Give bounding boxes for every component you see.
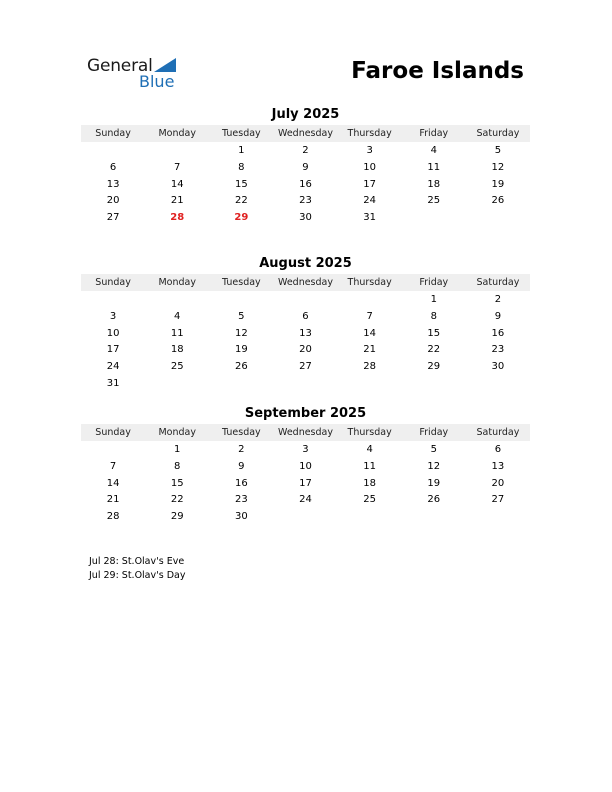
day-cell: 7 xyxy=(366,310,373,322)
day-cell: 20 xyxy=(299,344,312,356)
weekday-label: Sunday xyxy=(95,427,131,438)
empty-cell xyxy=(402,210,466,227)
day-cell: 21 xyxy=(106,494,120,506)
empty-cell xyxy=(81,292,145,309)
day-cell: 9 xyxy=(302,161,309,173)
day-cell: 29 xyxy=(170,511,184,523)
day-cell: 22 xyxy=(427,344,441,356)
logo-general-text: General xyxy=(87,56,153,76)
empty-cell xyxy=(338,509,402,526)
day-cell: 31 xyxy=(106,377,120,389)
day-cell: 19 xyxy=(427,477,441,489)
empty-cell xyxy=(402,509,466,526)
day-cell: 1 xyxy=(174,444,181,455)
day-cell: 22 xyxy=(234,195,248,207)
month-title: September 2025 xyxy=(244,406,367,421)
day-cell: 5 xyxy=(430,444,437,455)
day-cell: 11 xyxy=(363,460,376,472)
day-cell: 13 xyxy=(299,327,312,339)
day-cell: 18 xyxy=(427,178,441,190)
day-cell: 7 xyxy=(109,460,117,472)
month-july xyxy=(81,107,530,227)
empty-cell xyxy=(81,143,145,160)
day-cell: 13 xyxy=(491,460,505,472)
empty-cell xyxy=(338,376,402,393)
day-cell: 5 xyxy=(494,145,502,156)
day-cell: 10 xyxy=(299,460,312,472)
weekday-label: Sunday xyxy=(95,277,131,288)
weekday-label: Friday xyxy=(419,277,449,288)
day-cell: 24 xyxy=(299,494,312,506)
day-cell: 23 xyxy=(299,195,312,207)
day-cell: 17 xyxy=(106,344,120,356)
country-title: Faroe Islands xyxy=(351,58,524,84)
day-cell: 29 xyxy=(234,212,249,224)
day-cell: 2 xyxy=(302,145,309,156)
day-cell: 16 xyxy=(299,178,312,190)
day-cell: 24 xyxy=(363,195,376,207)
day-cell: 16 xyxy=(491,327,505,339)
day-cell: 21 xyxy=(363,344,376,356)
empty-cell xyxy=(273,376,337,393)
weekday-header xyxy=(81,125,530,142)
day-cell: 22 xyxy=(170,494,184,506)
day-cell: 19 xyxy=(491,178,505,190)
day-cell: 30 xyxy=(234,511,248,523)
day-cell: 14 xyxy=(106,477,120,489)
day-cell: 10 xyxy=(363,161,376,173)
day-cell: 30 xyxy=(299,212,312,224)
day-cell: 15 xyxy=(234,178,248,190)
weekday-label: Thursday xyxy=(347,277,392,288)
day-cell: 25 xyxy=(427,195,441,207)
day-cell: 12 xyxy=(427,460,441,472)
weekday-label: Friday xyxy=(419,427,449,438)
logo-blue-text: Blue xyxy=(139,72,175,91)
day-cell: 10 xyxy=(106,327,120,339)
empty-cell xyxy=(145,143,209,160)
weekday-label: Tuesday xyxy=(222,427,261,438)
day-cell: 12 xyxy=(491,161,505,173)
day-cell: 18 xyxy=(363,477,376,489)
day-cell: 8 xyxy=(174,460,181,472)
weekday-label: Monday xyxy=(158,277,196,288)
day-grid xyxy=(81,442,530,526)
weekday-label: Wednesday xyxy=(277,128,333,139)
day-cell: 3 xyxy=(109,310,117,322)
logo-triangle-icon xyxy=(154,58,176,72)
month-august xyxy=(81,256,530,393)
day-cell: 28 xyxy=(106,511,120,523)
day-cell: 8 xyxy=(238,161,245,173)
day-cell: 7 xyxy=(174,161,181,173)
weekday-label: Friday xyxy=(419,128,449,139)
day-cell: 21 xyxy=(170,195,184,207)
day-cell: 15 xyxy=(427,327,441,339)
month-september xyxy=(81,406,530,526)
weekday-label: Saturday xyxy=(476,128,520,139)
day-cell: 20 xyxy=(106,195,120,207)
weekday-label: Wednesday xyxy=(277,277,333,288)
weekday-header xyxy=(81,424,530,441)
day-grid xyxy=(81,143,530,227)
month-title: July 2025 xyxy=(271,107,340,122)
day-cell: 12 xyxy=(234,327,248,339)
day-cell: 16 xyxy=(234,477,248,489)
day-cell: 19 xyxy=(234,344,248,356)
weekday-label: Monday xyxy=(158,427,196,438)
weekday-label: Saturday xyxy=(476,277,520,288)
day-cell: 27 xyxy=(299,361,312,373)
empty-cell xyxy=(338,292,402,309)
day-cell: 23 xyxy=(491,344,505,356)
weekday-header xyxy=(81,274,530,291)
day-cell: 18 xyxy=(170,344,184,356)
day-cell: 4 xyxy=(366,444,373,455)
day-cell: 11 xyxy=(170,327,184,339)
day-cell: 25 xyxy=(363,494,376,506)
day-cell: 6 xyxy=(109,161,117,173)
day-grid xyxy=(81,292,530,393)
empty-cell xyxy=(273,292,337,309)
day-cell: 9 xyxy=(494,310,502,322)
day-cell: 13 xyxy=(106,178,120,190)
day-cell: 23 xyxy=(234,494,248,506)
day-cell: 28 xyxy=(170,212,185,224)
day-cell: 5 xyxy=(238,310,245,322)
day-cell: 26 xyxy=(427,494,441,506)
day-cell: 27 xyxy=(106,212,120,224)
day-cell: 1 xyxy=(238,145,245,156)
empty-cell xyxy=(81,442,145,459)
holiday-note: Jul 29: St.Olav's Day xyxy=(89,570,186,581)
day-cell: 28 xyxy=(363,361,376,373)
day-cell: 8 xyxy=(430,310,437,322)
empty-cell xyxy=(145,376,209,393)
empty-cell xyxy=(466,376,530,393)
weekday-label: Tuesday xyxy=(222,128,261,139)
day-cell: 14 xyxy=(363,327,376,339)
logo xyxy=(87,56,187,92)
day-cell: 9 xyxy=(238,460,245,472)
day-cell: 3 xyxy=(366,145,373,156)
day-cell: 17 xyxy=(363,178,376,190)
weekday-label: Saturday xyxy=(476,427,520,438)
day-cell: 6 xyxy=(302,310,309,322)
weekday-label: Thursday xyxy=(347,128,392,139)
weekday-label: Tuesday xyxy=(222,277,261,288)
day-cell: 31 xyxy=(363,212,376,224)
day-cell: 17 xyxy=(299,477,312,489)
empty-cell xyxy=(209,376,273,393)
holiday-note: Jul 28: St.Olav's Eve xyxy=(89,556,185,567)
holiday-notes xyxy=(89,555,185,583)
empty-cell xyxy=(209,292,273,309)
day-cell: 26 xyxy=(491,195,505,207)
day-cell: 15 xyxy=(170,477,184,489)
day-cell: 20 xyxy=(491,477,505,489)
day-cell: 6 xyxy=(494,444,502,455)
day-cell: 2 xyxy=(238,444,245,455)
empty-cell xyxy=(466,210,530,227)
month-title: August 2025 xyxy=(259,256,352,271)
day-cell: 4 xyxy=(430,145,437,156)
empty-cell xyxy=(145,292,209,309)
empty-cell xyxy=(402,376,466,393)
empty-cell xyxy=(273,509,337,526)
day-cell: 4 xyxy=(174,310,181,322)
day-cell: 14 xyxy=(170,178,184,190)
weekday-label: Thursday xyxy=(347,427,392,438)
empty-cell xyxy=(466,509,530,526)
day-cell: 24 xyxy=(106,361,120,373)
day-cell: 26 xyxy=(234,361,248,373)
day-cell: 25 xyxy=(170,361,184,373)
day-cell: 11 xyxy=(427,161,441,173)
day-cell: 27 xyxy=(491,494,505,506)
weekday-label: Monday xyxy=(158,128,196,139)
weekday-label: Sunday xyxy=(95,128,131,139)
weekday-label: Wednesday xyxy=(277,427,333,438)
day-cell: 1 xyxy=(430,294,437,305)
day-cell: 3 xyxy=(302,444,309,455)
day-cell: 29 xyxy=(427,361,441,373)
day-cell: 30 xyxy=(491,361,505,373)
day-cell: 2 xyxy=(494,294,502,305)
